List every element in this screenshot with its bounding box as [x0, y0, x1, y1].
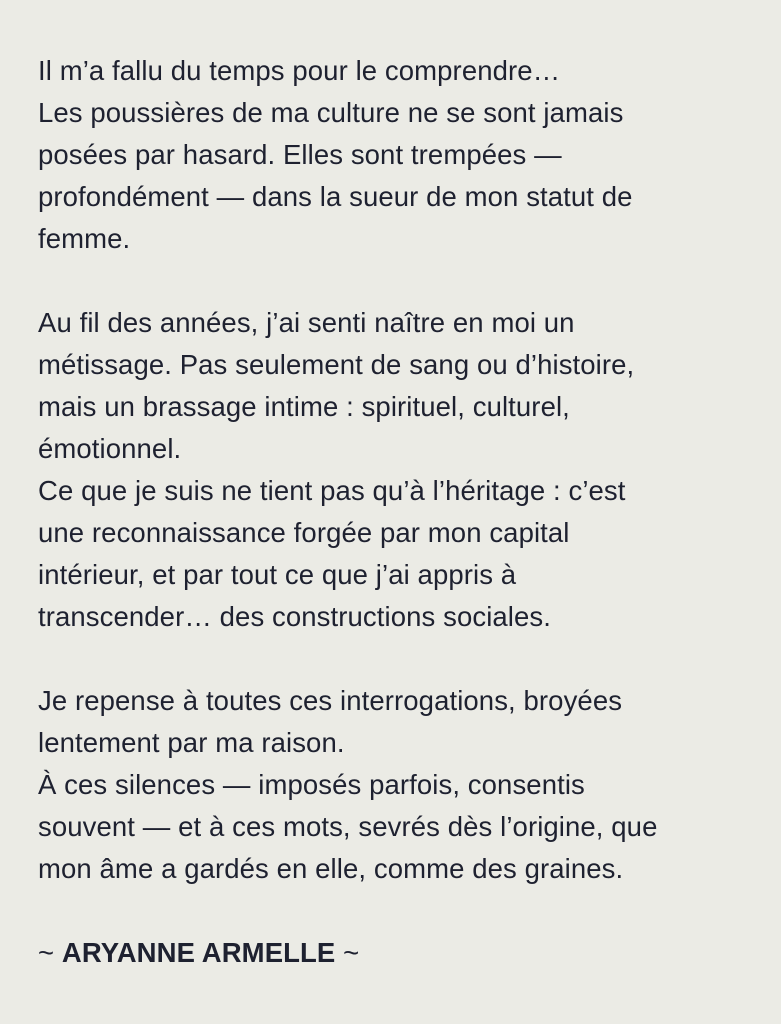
stanza-2: [38, 302, 751, 638]
author-name: ARYANNE ARMELLE: [61, 937, 336, 968]
stanza-1: [38, 50, 751, 260]
poem-line: métissage. Pas seulement de sang ou d’histoire,: [38, 349, 635, 380]
poem-line: mais un brassage intime : spirituel, culturel,: [38, 391, 570, 422]
poem-line: une reconnaissance forgée par mon capital: [38, 517, 570, 548]
poem-line: À ces silences — imposés parfois, consentis: [38, 769, 585, 800]
poem-line: intérieur, et par tout ce que j’ai appris à: [38, 559, 517, 590]
stanza-3: [38, 680, 751, 890]
poem-line: émotionnel.: [38, 433, 182, 464]
poem-line: transcender… des constructions sociales.: [38, 601, 551, 632]
poem-line: Au fil des années, j’ai senti naître en moi un: [38, 307, 575, 338]
poem-line: souvent — et à ces mots, sevrés dès l’origine, que: [38, 811, 658, 842]
poem-line: Il m’a fallu du temps pour le comprendre…: [38, 55, 561, 86]
author-signature: [38, 932, 751, 974]
poem-line: Les poussières de ma culture ne se sont jamais: [38, 97, 624, 128]
poem-line: mon âme a gardés en elle, comme des graines.: [38, 853, 624, 884]
poem-line: Ce que je suis ne tient pas qu’à l’héritage : c’est: [38, 475, 626, 506]
poem-line: profondément — dans la sueur de mon statut de: [38, 181, 633, 212]
poem-line: femme.: [38, 223, 131, 254]
poem-line: Je repense à toutes ces interrogations, broyées: [38, 685, 623, 716]
signature-prefix: ~: [38, 937, 62, 968]
signature-suffix: ~: [335, 937, 360, 968]
poem-line: posées par hasard. Elles sont trempées —: [38, 139, 562, 170]
poem-line: lentement par ma raison.: [38, 727, 345, 758]
